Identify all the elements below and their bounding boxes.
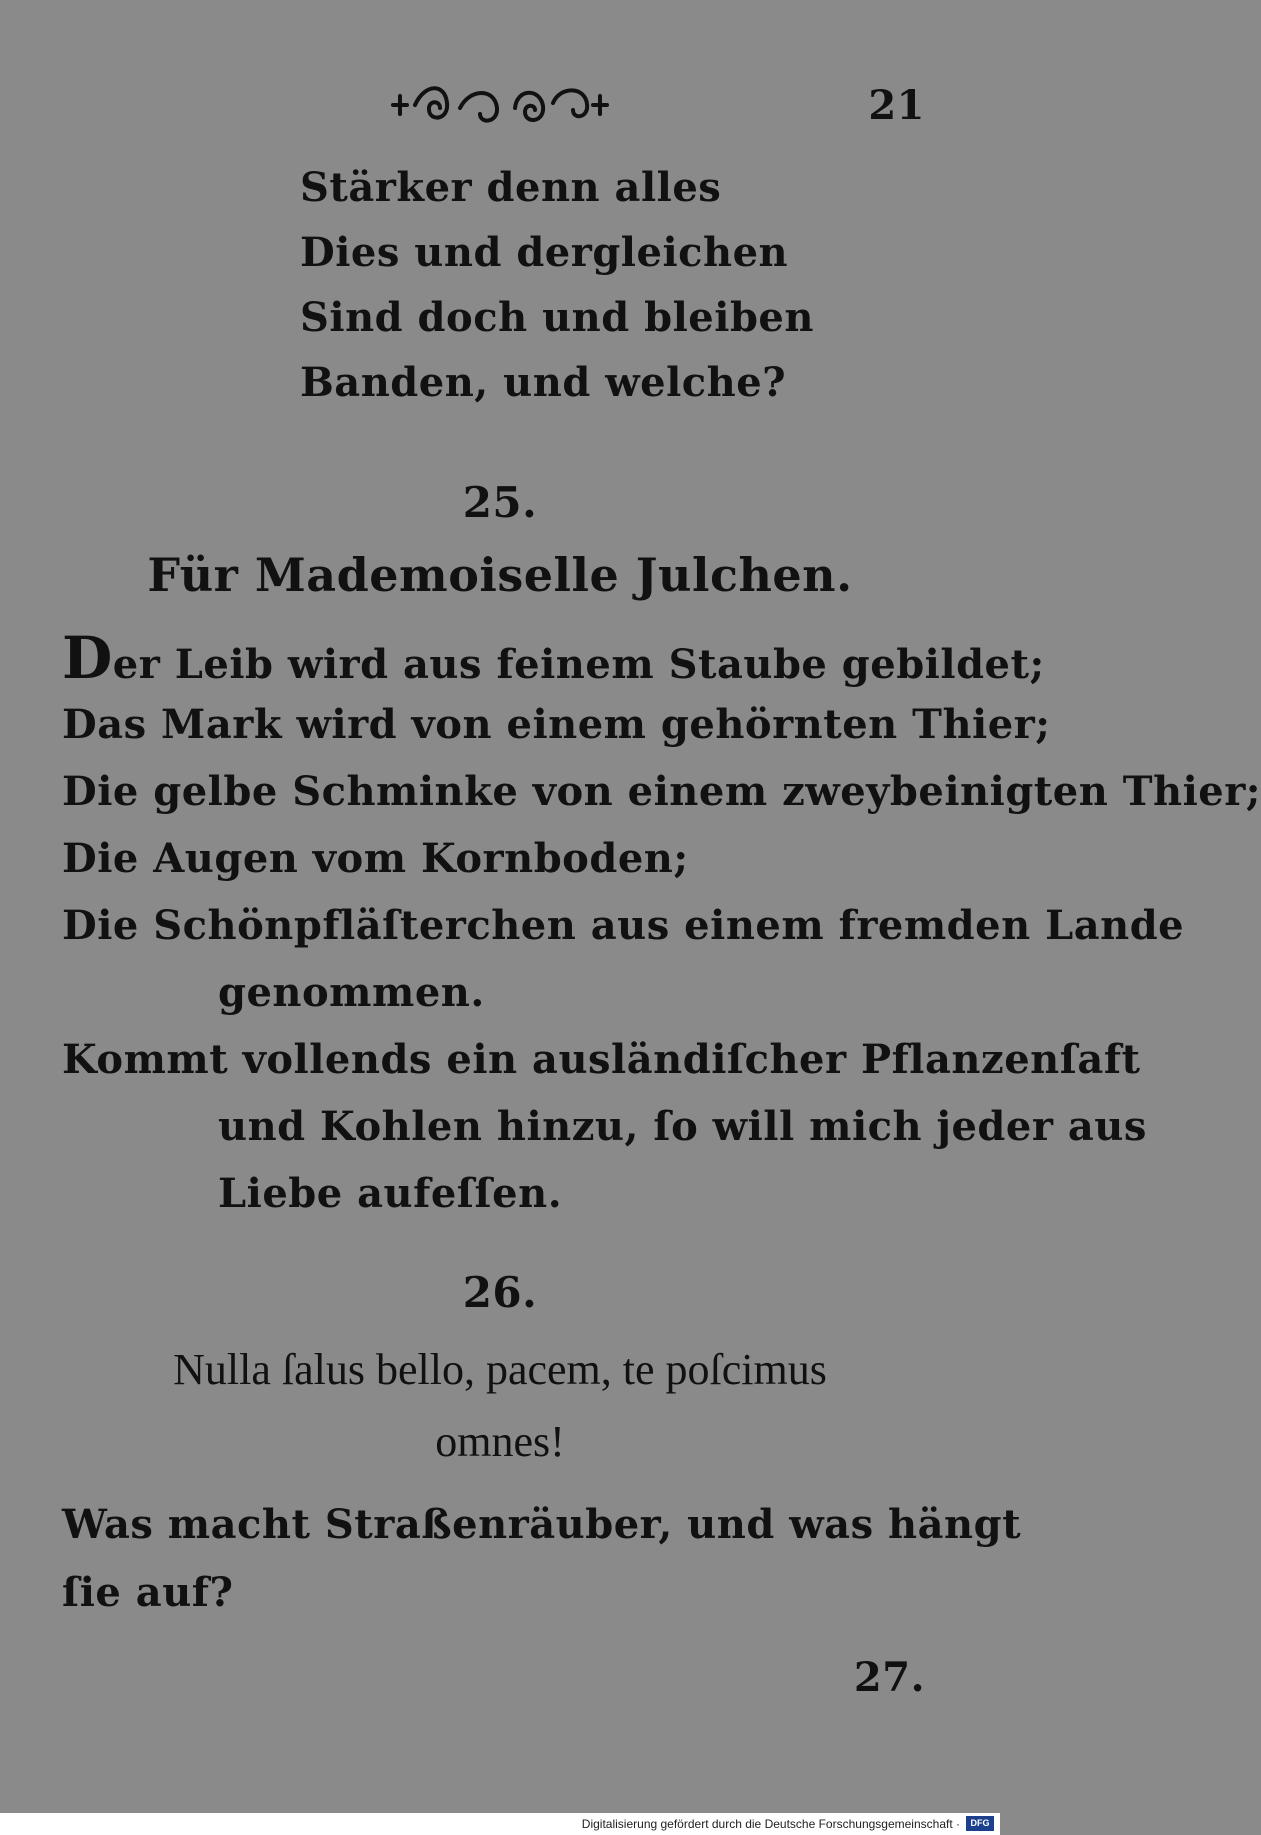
section-number: 26. xyxy=(462,1268,538,1317)
poem-line: Die Schönpfläſterchen aus einem fremden Lande xyxy=(62,902,1185,949)
section-number: 25. xyxy=(462,478,538,527)
poem-line: Liebe aufeſſen. xyxy=(218,1170,563,1217)
poem-line: Kommt vollends ein ausländiſcher Pflanzenſaft xyxy=(62,1036,1141,1083)
latin-title-line: omnes! xyxy=(435,1417,565,1466)
digitization-footer xyxy=(0,1813,1000,1835)
catchword: 27. xyxy=(853,1654,925,1701)
stanza-line: Banden, und welche? xyxy=(300,359,787,406)
poem-line: und Kohlen hinzu, ſo will mich jeder aus xyxy=(218,1103,1147,1150)
stanza-line: Dies und dergleichen xyxy=(300,229,789,276)
page-header xyxy=(0,78,1000,138)
footer-text: Digitalisierung gefördert durch die Deutsche Forschungsgemeinschaft · xyxy=(581,1817,960,1831)
poem-line: Die gelbe Schminke von einem zweybeinigten Thier; xyxy=(62,768,1261,815)
page-number: 21 xyxy=(868,82,925,129)
dfg-logo: DFG xyxy=(966,1816,994,1831)
stanza-line: Stärker denn alles xyxy=(300,164,722,211)
poem-line xyxy=(62,1500,1022,1550)
poem-line-text: er Leib wird aus feinem Staube gebildet; xyxy=(112,641,1045,688)
poem-line: Die Augen vom Kornboden; xyxy=(62,835,689,882)
poem-line: ſie auf? xyxy=(62,1569,234,1616)
stanza-line: Sind doch und bleiben xyxy=(300,294,814,341)
section-title: Für Mademoiselle Julchen. xyxy=(147,548,853,602)
poem-line: Das Mark wird von einem gehörnten Thier; xyxy=(62,701,1051,748)
ornament-icon xyxy=(385,78,610,133)
drop-capital: D xyxy=(62,624,113,692)
poem-line xyxy=(62,624,1045,692)
poem-line-text: Was macht Straßenräuber, und was hängt xyxy=(62,1501,1022,1548)
poem-line: genommen. xyxy=(218,969,485,1016)
latin-title-line: Nulla ſalus bello, pacem, te poſcimus xyxy=(173,1345,827,1394)
